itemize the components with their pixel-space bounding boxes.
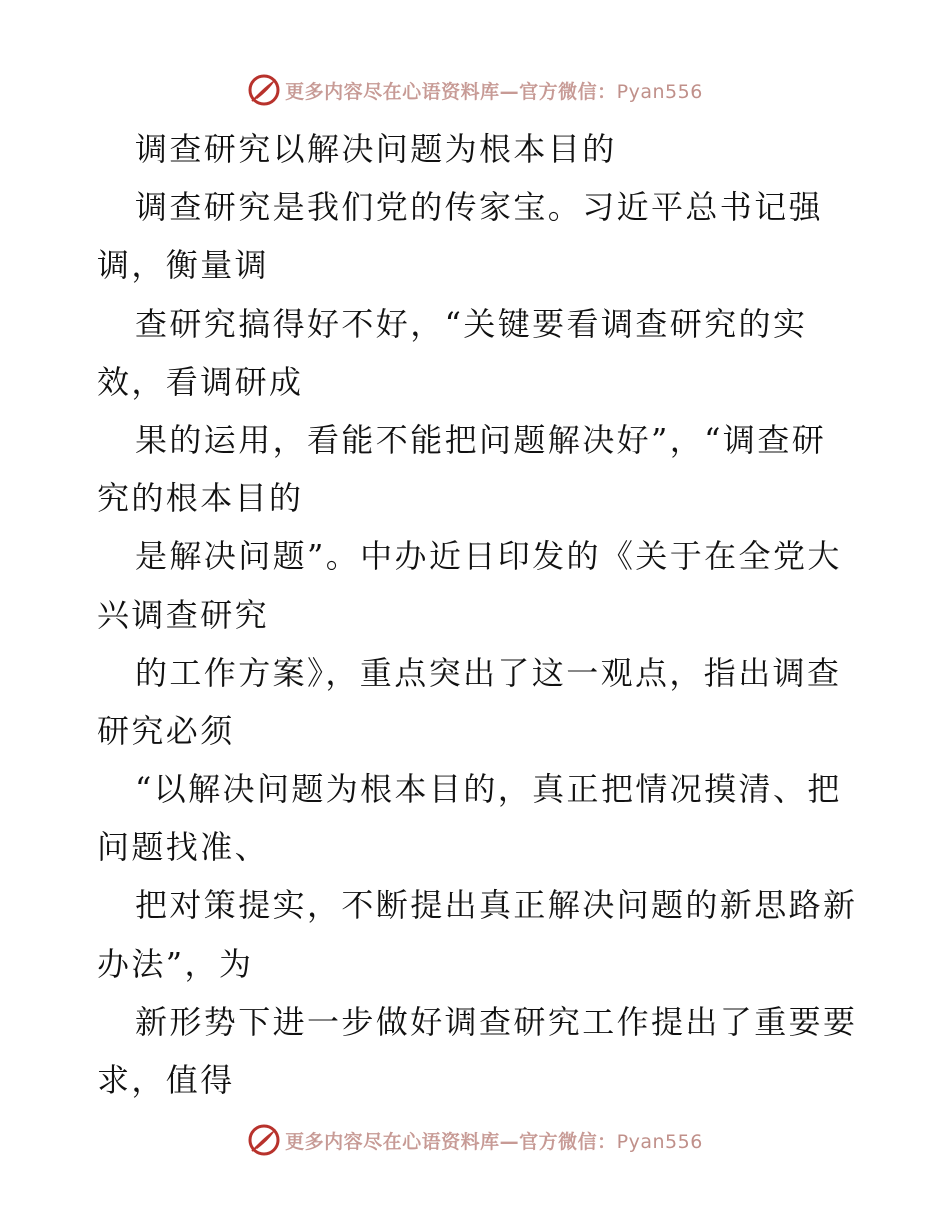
- paragraph-line: 究的根本目的: [97, 479, 304, 518]
- footer-banner-text: 更多内容尽在心语资料库—官方微信：Pyan556: [285, 1130, 703, 1153]
- header-banner: [0, 70, 950, 110]
- paragraph-line: 调查研究是我们党的传家宝。习近平总书记强: [135, 188, 824, 227]
- paragraph-line: 调，衡量调: [97, 246, 270, 285]
- header-banner-text: 更多内容尽在心语资料库—官方微信：Pyan556: [285, 80, 703, 103]
- quill-seal-icon: [247, 73, 281, 107]
- footer-banner: [0, 1120, 950, 1160]
- paragraph-line: 是解决问题”。中办近日印发的《关于在全党大: [135, 537, 842, 576]
- wechat-id: Pyan556: [616, 1130, 703, 1153]
- paragraph-line: 求，值得: [97, 1061, 235, 1099]
- paragraph-line: 办法”，为: [97, 944, 254, 983]
- document-body: [97, 120, 857, 1109]
- paragraph-line: 效，看调研成: [97, 362, 304, 401]
- wechat-id: Pyan556: [616, 80, 703, 103]
- document-title: 调查研究以解决问题为根本目的: [135, 130, 617, 168]
- paragraph-line: 研究必须: [97, 711, 235, 750]
- paragraph-line: 新形势下进一步做好调查研究工作提出了重要要: [135, 1002, 858, 1041]
- paragraph-line: 兴调查研究: [97, 595, 270, 634]
- paragraph-line: “以解决问题为根本目的，真正把情况摸清、把: [135, 770, 842, 809]
- paragraph-line: 查研究搞得好不好，“关键要看调查研究的实: [135, 304, 808, 343]
- quill-seal-icon: [247, 1123, 281, 1157]
- paragraph-line: 把对策提实，不断提出真正解决问题的新思路新: [135, 886, 858, 925]
- paragraph-line: 果的运用，看能不能把问题解决好”，“调查研: [135, 420, 827, 459]
- paragraph-line: 的工作方案》，重点突出了这一观点，指出调查: [135, 653, 842, 692]
- paragraph-line: 问题找准、: [97, 828, 270, 867]
